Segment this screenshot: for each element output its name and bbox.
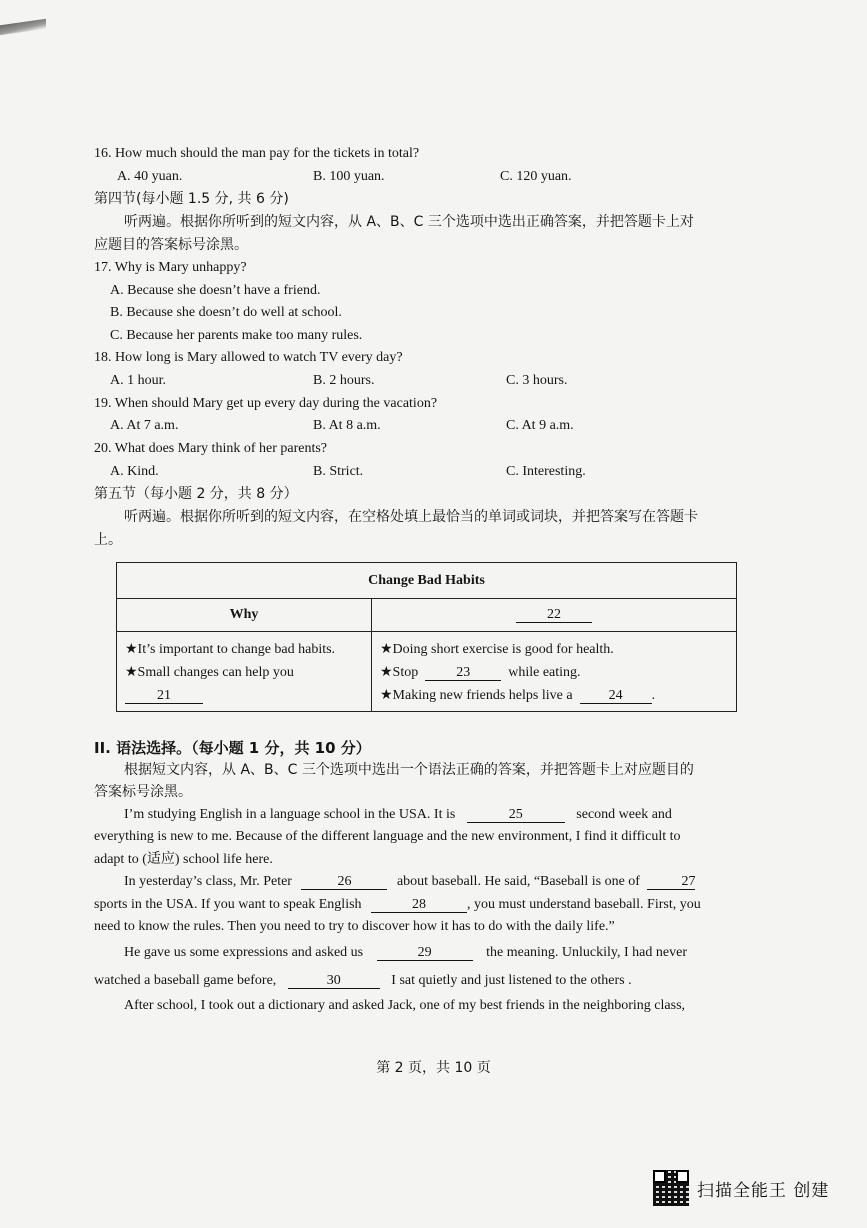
question-16: 16. How much should the man pay for the tickets in total? (94, 146, 420, 161)
how-item-3-prefix: ★Making new friends helps live a (380, 688, 573, 703)
blank-25: 25 (467, 807, 565, 823)
why-item-1: ★It’s important to change bad habits. (125, 642, 336, 657)
q20-option-a: A. Kind. (110, 464, 159, 479)
part4-instruction-line2: 应题目的答案标号涂黑。 (94, 237, 248, 253)
question-20: 20. What does Mary think of her parents? (94, 441, 328, 456)
passage-p1-line2: everything is new to me. Because of the different language and the new environment, I find it difficult to (94, 829, 681, 844)
qr-code-icon (653, 1170, 689, 1206)
passage-text: the meaning. Unluckily, I had never (486, 945, 687, 960)
passage-text: watched a baseball game before, (94, 973, 277, 988)
passage-p2-line2 (94, 896, 701, 914)
passage-p4-line1: After school, I took out a dictionary and asked Jack, one of my best friends in the neighboring class, (124, 998, 686, 1013)
passage-text: about baseball. He said, “Baseball is one of (396, 874, 640, 889)
q19-option-c: C. At 9 a.m. (506, 418, 574, 433)
q17-option-c: C. Because her parents make too many rules. (110, 328, 363, 343)
how-item-3-suffix: . (651, 688, 656, 703)
blank-21: 21 (125, 688, 203, 704)
q16-option-c: C. 120 yuan. (500, 169, 572, 184)
change-bad-habits-table (116, 562, 737, 712)
passage-p3-line1 (124, 944, 687, 962)
blank-23: 23 (425, 665, 501, 681)
how-item-2-prefix: ★Stop (380, 665, 419, 680)
q20-option-c: C. Interesting. (506, 464, 586, 479)
blank-30: 30 (288, 973, 380, 989)
question-19: 19. When should Mary get up every day during the vacation? (94, 396, 438, 411)
blank-29: 29 (377, 945, 473, 961)
section-2-heading: II. 语法选择。（每小题 1 分，共 10 分） (94, 739, 371, 757)
q16-option-b: B. 100 yuan. (313, 169, 385, 184)
blank-28: 28 (371, 897, 467, 913)
passage-text: In yesterday’s class, Mr. Peter (124, 874, 292, 889)
q18-option-c: C. 3 hours. (506, 373, 568, 388)
q17-option-b: B. Because she doesn’t do well at school. (110, 305, 342, 320)
blank-26: 26 (301, 874, 387, 890)
blank-27: 27 (647, 874, 695, 890)
part5-instruction-line1: 听两遍。根据你所听到的短文内容，在空格处填上最恰当的单词或词块，并把答案写在答题卡 (124, 509, 698, 525)
passage-text: second week and (576, 807, 672, 822)
how-item-1: ★Doing short exercise is good for health. (380, 642, 614, 657)
how-item-3 (380, 684, 736, 707)
passage-text: sports in the USA. If you want to speak English (94, 897, 362, 912)
part4-instruction-line1: 听两遍。根据你所听到的短文内容，从 A、B、C 三个选项中选出正确答案，并把答题卡上对 (124, 214, 694, 230)
q19-option-a: A. At 7 a.m. (110, 418, 179, 433)
q17-option-a: A. Because she doesn’t have a friend. (110, 283, 321, 298)
q18-option-b: B. 2 hours. (313, 373, 375, 388)
scan-edge-mark (0, 19, 46, 35)
page-footer: 第 2 页，共 10 页 (376, 1060, 491, 1076)
how-cell (372, 632, 737, 712)
question-18: 18. How long is Mary allowed to watch TV every day? (94, 350, 403, 365)
passage-p3-line2 (94, 972, 632, 990)
section-2-instruction-line2: 答案标号涂黑。 (94, 784, 192, 800)
q16-option-a: A. 40 yuan. (117, 169, 183, 184)
how-item-2 (380, 661, 736, 684)
passage-p2-line1 (124, 873, 695, 891)
how-item-2-suffix: while eating. (508, 665, 581, 680)
part4-heading: 第四节(每小题 1.5 分, 共 6 分) (94, 191, 289, 207)
passage-p1-line3: adapt to (适应) school life here. (94, 852, 273, 867)
q18-option-a: A. 1 hour. (110, 373, 166, 388)
blank-24: 24 (580, 688, 652, 704)
column-header-why: Why (117, 599, 372, 632)
passage-text: He gave us some expressions and asked us (124, 945, 364, 960)
passage-p2-line3: need to know the rules. Then you need to try to discover how it has to do with the daily life.” (94, 919, 615, 934)
q19-option-b: B. At 8 a.m. (313, 418, 381, 433)
column-header-blank-22 (372, 599, 737, 632)
passage-text: I sat quietly and just listened to the others . (391, 973, 632, 988)
q20-option-b: B. Strict. (313, 464, 364, 479)
part5-heading: 第五节（每小题 2 分，共 8 分） (94, 486, 298, 502)
scanner-label: 扫描全能王 创建 (697, 1180, 830, 1201)
why-item-2: ★Small changes can help you (125, 665, 294, 680)
part5-instruction-line2: 上。 (94, 532, 122, 548)
why-cell (117, 632, 372, 712)
scanner-watermark (653, 1170, 829, 1206)
passage-text: , you must understand baseball. First, you (467, 897, 701, 912)
question-17: 17. Why is Mary unhappy? (94, 260, 247, 275)
table-title: Change Bad Habits (117, 563, 737, 599)
blank-22: 22 (516, 607, 592, 623)
passage-text: I’m studying English in a language school in the USA. It is (124, 807, 456, 822)
passage-p1-line1 (124, 806, 672, 824)
section-2-instruction-line1: 根据短文内容，从 A、B、C 三个选项中选出一个语法正确的答案，并把答题卡上对应题目的 (124, 762, 694, 778)
